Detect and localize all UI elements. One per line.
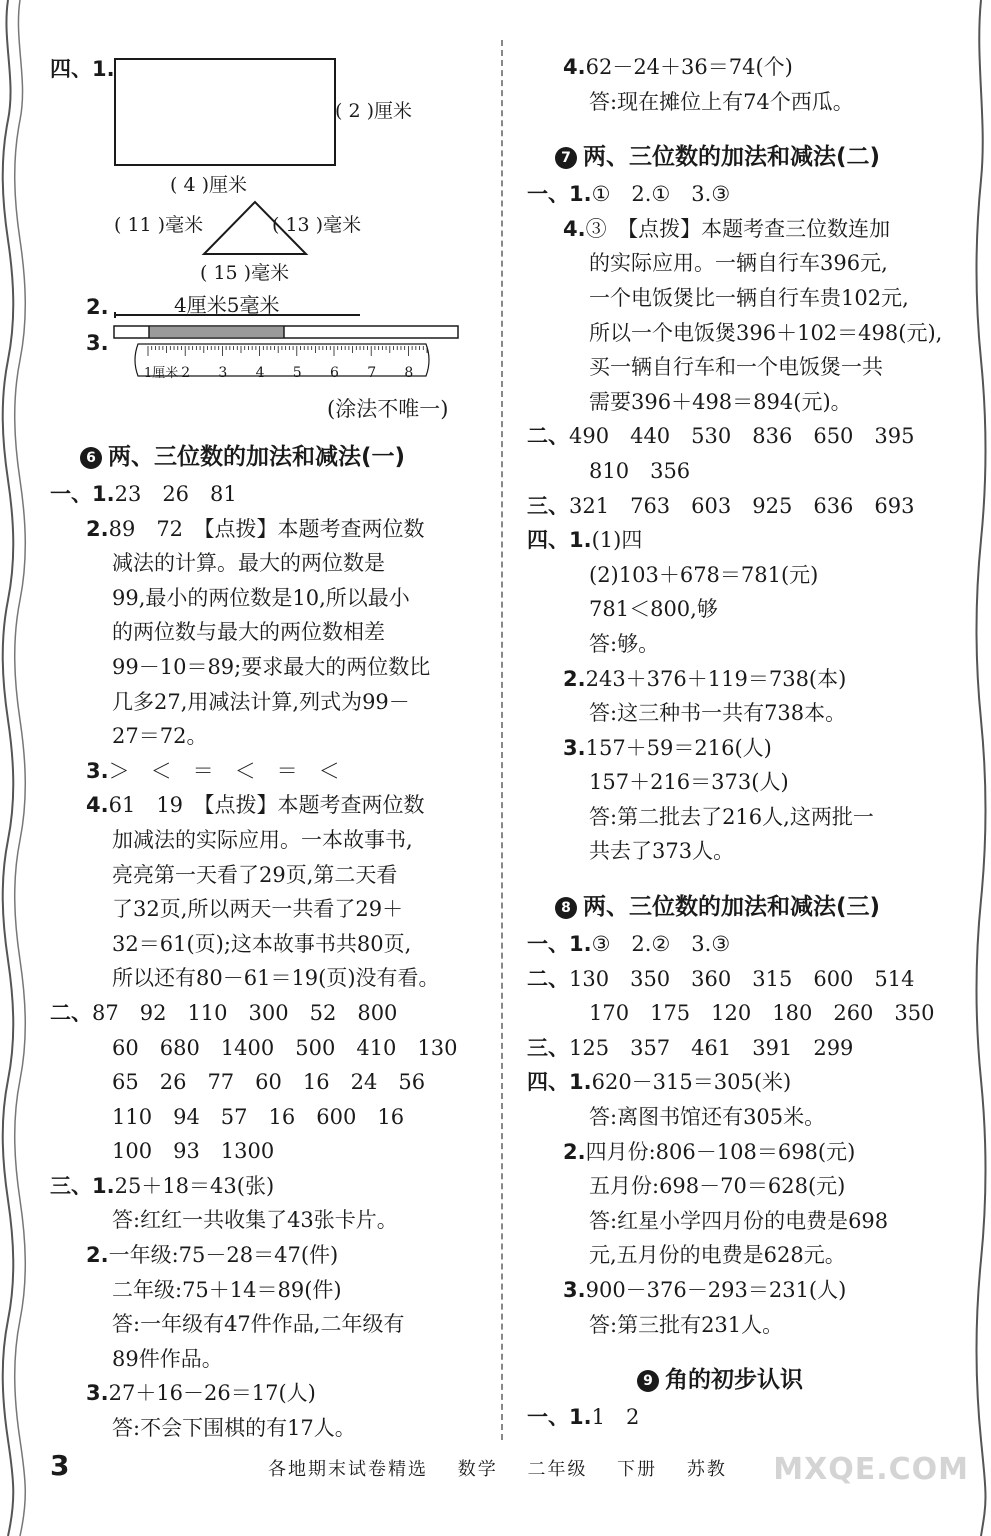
answer-text: (2)103＋678＝781(元): [589, 562, 819, 587]
answer-line: [50, 546, 490, 581]
answer-line: [50, 719, 490, 754]
answer-line: [527, 85, 967, 120]
answer-text: 所以还有80－61＝19(页)没有看。: [112, 966, 440, 991]
answer-text: 一个电饭煲比一辆自行车贵102元,: [589, 285, 909, 310]
answer-text: 100 93 1300: [112, 1139, 275, 1164]
answer-line: [527, 662, 967, 697]
answer-line: [527, 212, 967, 247]
answer-text: ① 2.① 3.③: [591, 182, 731, 207]
answer-text: 答:不会下围棋的有17人。: [112, 1416, 356, 1441]
answer-text: 亮亮第一天看了29页,第二天看: [112, 862, 398, 887]
answer-text: 需要396＋498＝894(元)。: [589, 389, 852, 414]
answer-text: 110 94 57 16 600 16: [112, 1104, 405, 1129]
answer-line: [50, 1411, 490, 1446]
column-divider: [501, 40, 503, 1440]
ruler-number: 6: [330, 365, 339, 381]
answer-line: [527, 765, 967, 800]
answer-text: 321 763 603 925 636 693: [569, 493, 915, 518]
answer-line: [527, 50, 967, 85]
section-8-title-text: 两、三位数的加法和减法(三): [583, 894, 881, 921]
answer-line: [527, 627, 967, 662]
question-label: 三、: [527, 1035, 569, 1060]
section-6-badge: 6: [80, 447, 102, 469]
section-8-badge: 8: [555, 897, 577, 919]
answer-text: 99－10＝89;要求最大的两位数比: [112, 654, 431, 679]
tri-bottom-answer: ( 15 )毫米: [200, 262, 290, 284]
answer-line: [527, 454, 967, 489]
answer-text: 答:离图书馆还有305米。: [589, 1105, 826, 1130]
section-9-badge: 9: [637, 1370, 659, 1392]
rect-bottom-answer: ( 4 )厘米: [170, 174, 247, 196]
section-7-title-text: 两、三位数的加法和减法(二): [583, 144, 881, 171]
answer-text: 490 440 530 836 650 395: [569, 424, 915, 449]
book-title: 各地期末试卷精选 数学 二年级 下册 苏教: [268, 1459, 727, 1480]
answer-line: [50, 1342, 490, 1377]
answer-text: 157＋216＝373(人): [589, 770, 789, 795]
answer-text: 共去了373人。: [589, 839, 735, 864]
left-column: [50, 50, 490, 1446]
answer-text: ＞ ＜ ＝ ＜ ＝ ＜: [108, 758, 340, 783]
answer-text: 62－24＋36＝74(个): [585, 55, 793, 79]
answer-line: [50, 1376, 490, 1411]
question-label: 4.: [563, 55, 586, 79]
answer-line: [50, 892, 490, 927]
answer-text: 89件作品。: [112, 1346, 223, 1371]
answer-text: 减法的计算。最大的两位数是: [112, 551, 385, 576]
answer-line: [50, 650, 490, 685]
measured-rectangle: [114, 58, 336, 166]
question-label: 3.: [86, 758, 109, 783]
rect-side-answer: ( 2 )厘米: [335, 100, 412, 122]
q4-3-label: 3.: [86, 331, 109, 355]
tri-left-answer: ( 11 )毫米: [114, 214, 204, 236]
ruler-number: 3: [218, 365, 228, 381]
answer-text: 一年级:75－28＝47(件): [108, 1243, 339, 1268]
answer-text: 87 92 110 300 52 800: [92, 1000, 398, 1025]
question-label: 2.: [86, 1243, 109, 1268]
section-9-title: [527, 1360, 967, 1400]
answer-text: 答:一年级有47件作品,二年级有: [112, 1312, 405, 1337]
answer-line: [50, 1273, 490, 1308]
answer-text: (1)四: [591, 528, 643, 553]
right-column: [527, 50, 967, 1435]
answer-line: [50, 1238, 490, 1273]
answer-line: [527, 281, 967, 316]
answer-text: 几多27,用减法计算,列式为99－: [112, 689, 410, 714]
answer-line: [527, 489, 967, 524]
answer-text: 61 19 【点拨】本题考查两位数: [108, 793, 425, 818]
section-9-answers: [527, 1400, 967, 1435]
q4-1-label: 四、1.: [50, 57, 115, 81]
answer-line: [50, 927, 490, 962]
answer-line: [50, 581, 490, 616]
answer-line: [50, 615, 490, 650]
answer-line: [50, 1307, 490, 1342]
answer-line: [50, 1169, 490, 1204]
answer-text: 620－315＝305(米): [591, 1070, 792, 1095]
answer-line: [50, 685, 490, 720]
ruler-number: 7: [367, 365, 377, 381]
section-6-answers: [50, 477, 490, 1446]
answer-line: [50, 754, 490, 789]
answer-line: [527, 927, 967, 962]
answer-line: [50, 1065, 490, 1100]
answer-text: 243＋376＋119＝738(本): [585, 666, 847, 691]
decorative-left-border: [0, 0, 40, 1536]
answer-line: [527, 350, 967, 385]
answer-text: 65 26 77 60 16 24 56: [112, 1070, 426, 1095]
answer-text: 元,五月份的电费是628元。: [589, 1243, 846, 1268]
question-label: 4.: [86, 793, 109, 818]
section-7-title: [527, 137, 967, 177]
answer-text: ③ 【点拨】本题考查三位数连加: [585, 216, 891, 241]
answer-line: [527, 1400, 967, 1435]
answer-line: [527, 800, 967, 835]
answer-text: 23 26 81: [114, 482, 237, 506]
answer-line: [527, 1238, 967, 1273]
question-label: 一、1.: [527, 182, 592, 207]
answer-line: [527, 246, 967, 281]
answer-text: 1 2: [591, 1405, 640, 1430]
answer-line: [527, 1204, 967, 1239]
answer-text: 四月份:806－108＝698(元): [585, 1139, 856, 1164]
decorative-right-border: [969, 0, 991, 1536]
answer-text: 加减法的实际应用。一本故事书,: [112, 827, 413, 852]
question-label: 四、1.: [527, 1070, 592, 1095]
ruler-number: 4: [255, 365, 265, 381]
answer-line: [527, 996, 967, 1031]
answer-text: 125 357 461 391 299: [569, 1035, 854, 1060]
section-5-continued: [527, 50, 967, 119]
answer-text: 157＋59＝216(人): [585, 735, 772, 760]
answer-line: [527, 834, 967, 869]
ruler-number: 2: [181, 365, 191, 381]
question-label: 3.: [86, 1381, 109, 1406]
question-label: 三、: [527, 493, 569, 518]
measurement-figures: [50, 50, 490, 445]
question-label: 一、1.: [527, 1405, 592, 1430]
section-8-title: [527, 887, 967, 927]
answer-text: 32＝61(页);这本故事书共80页,: [112, 931, 412, 956]
question-label: 2.: [563, 666, 586, 691]
answer-text: 27＋16－26＝17(人): [108, 1381, 316, 1406]
answer-line: [50, 823, 490, 858]
answer-line: [527, 385, 967, 420]
q4-2-label: 2.: [86, 295, 109, 319]
section-9-title-text: 角的初步认识: [665, 1367, 803, 1394]
answer-text: 答:红星小学四月份的电费是698: [589, 1208, 889, 1233]
answer-text: 781＜800,够: [589, 597, 718, 622]
answer-line: [527, 558, 967, 593]
question-label: 2.: [86, 516, 109, 541]
question-label: 二、: [527, 966, 569, 991]
answer-line: [527, 419, 967, 454]
answer-line: [50, 788, 490, 823]
ruler-number: 8: [404, 365, 414, 381]
answer-text: 答:第三批有231人。: [589, 1312, 784, 1337]
answer-text: 的实际应用。一辆自行车396元,: [589, 251, 888, 276]
question-label: 二、: [527, 424, 569, 449]
section-8-answers: [527, 927, 967, 1342]
answer-line: [50, 1134, 490, 1169]
answer-line: [527, 1135, 967, 1170]
answer-line: [527, 1169, 967, 1204]
question-label: 一、1.: [527, 932, 592, 957]
answer-text: 60 680 1400 500 410 130: [112, 1035, 458, 1060]
answer-line: [527, 1031, 967, 1066]
question-label: 一、1.: [50, 482, 115, 506]
answer-text: 答:现在摊位上有74个西瓜。: [589, 89, 854, 114]
section-7-badge: 7: [555, 147, 577, 169]
question-label: 三、1.: [50, 1173, 115, 1198]
answer-line: [50, 1100, 490, 1135]
drawn-segment: [114, 312, 364, 318]
question-label: 3.: [563, 1278, 586, 1302]
answer-text: 二年级:75＋14＝89(件): [112, 1277, 342, 1302]
answer-text: ③ 2.② 3.③: [591, 932, 731, 957]
answer-text: 170 175 120 180 260 350: [589, 1001, 935, 1026]
answer-text: 99,最小的两位数是10,所以最小: [112, 585, 410, 610]
answer-line: [50, 996, 490, 1031]
answer-text: 的两位数与最大的两位数相差: [112, 620, 385, 645]
answer-line: [527, 1100, 967, 1135]
answer-text: 89 72 【点拨】本题考查两位数: [108, 516, 425, 541]
section-6-title-text: 两、三位数的加法和减法(一): [108, 444, 406, 470]
tri-right-answer: ( 13 )毫米: [272, 214, 362, 236]
answer-line: [527, 316, 967, 351]
answer-text: 五月份:698－70＝628(元): [589, 1174, 846, 1199]
answer-line: [527, 592, 967, 627]
answer-line: [527, 962, 967, 997]
question-label: 4.: [563, 216, 586, 241]
answer-text: 25＋18＝43(张): [114, 1173, 275, 1198]
answer-line: [527, 696, 967, 731]
answer-text: 答:这三种书一共有738本。: [589, 701, 847, 726]
answer-text: 答:第二批去了216人,这两批一: [589, 804, 874, 829]
watermark-logo: MXQE.COM: [773, 1452, 969, 1487]
answer-text: 所以一个电饭煲396＋102＝498(元),: [589, 320, 943, 345]
answer-line: [527, 523, 967, 558]
answer-line: [527, 1273, 967, 1308]
answer-line: [50, 477, 490, 512]
page-number: 3: [50, 1449, 70, 1482]
answer-line: [527, 731, 967, 766]
answer-line: [527, 177, 967, 212]
segment-length: 4厘米5毫米: [174, 293, 280, 317]
answer-line: [50, 1203, 490, 1238]
answer-text: 27＝72。: [112, 724, 208, 749]
question-label: 二、: [50, 1000, 92, 1025]
answer-text: 900－376－293＝231(人): [585, 1278, 847, 1302]
question-label: 2.: [563, 1139, 586, 1164]
answer-line: [50, 961, 490, 996]
coloring-note: (涂法不唯一): [327, 397, 449, 421]
answer-line: [50, 858, 490, 893]
answer-text: 买一辆自行车和一个电饭煲一共: [589, 355, 883, 380]
answer-line: [527, 1308, 967, 1343]
answer-line: [50, 512, 490, 547]
answer-text: 答:够。: [589, 631, 660, 656]
answer-text: 了32页,所以两天一共看了29＋: [112, 897, 404, 922]
answer-line: [50, 1031, 490, 1066]
answer-line: [527, 1065, 967, 1100]
answer-text: 答:红红一共收集了43张卡片。: [112, 1208, 398, 1233]
question-label: 3.: [563, 735, 586, 760]
ruler-number: 5: [292, 365, 302, 381]
section-7-answers: [527, 177, 967, 869]
question-label: 四、1.: [527, 528, 592, 553]
ruler-unit-label: 1厘米: [144, 366, 179, 381]
answer-text: 810 356: [589, 458, 691, 483]
answer-text: 130 350 360 315 600 514: [569, 966, 915, 991]
